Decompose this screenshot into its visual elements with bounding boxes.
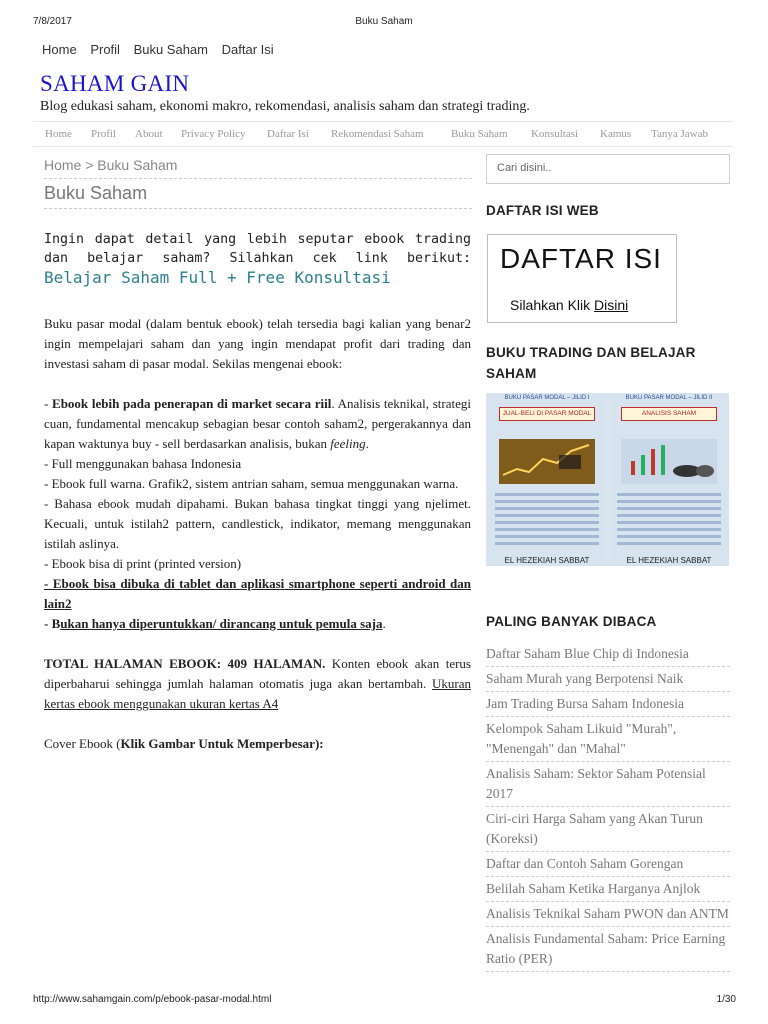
total-pages: TOTAL HALAMAN EBOOK: 409 HALAMAN. Konten ebook akan terus diperbaharui sehingga jumlah halaman otomatis juga akan bertambah. Ukuran kertas ebook menggunakan ukuran kertas A4 — [44, 656, 471, 711]
main-nav — [33, 121, 733, 147]
topnav-home[interactable]: Home — [42, 42, 77, 57]
print-date: 7/8/2017 — [33, 16, 72, 27]
print-header — [0, 16, 768, 30]
topnav-buku-saham[interactable]: Buku Saham — [133, 42, 208, 57]
mainnav-konsultasi[interactable]: Konsultasi — [531, 128, 579, 140]
mainnav-tanya-jawab[interactable]: Tanya Jawab — [651, 128, 708, 140]
bullet-bahasa: - Full menggunakan bahasa Indonesia — [44, 456, 242, 471]
mainnav-kamus[interactable]: Kamus — [600, 128, 632, 140]
top-nav — [42, 42, 284, 57]
buku-widget-title: BUKU TRADING DAN BELAJAR SAHAM — [486, 345, 696, 381]
print-page-number: 1/30 — [716, 994, 736, 1005]
popular-item[interactable]: Daftar dan Contoh Saham Gorengan — [486, 852, 730, 877]
bullet-warna: - Ebook full warna. Grafik2, sistem antrian saham, semua menggunakan warna. — [44, 476, 459, 491]
site-title[interactable]: SAHAM GAIN — [40, 71, 190, 96]
print-url: http://www.sahamgain.com/p/ebook-pasar-modal.html — [33, 994, 272, 1005]
mainnav-daftar-isi[interactable]: Daftar Isi — [267, 128, 309, 140]
mainnav-rekomendasi-saham[interactable]: Rekomendasi Saham — [331, 128, 424, 140]
mainnav-privacy-policy[interactable]: Privacy Policy — [181, 128, 246, 140]
post-body — [44, 314, 471, 754]
book2-label: ANALISIS SAHAM — [621, 407, 717, 421]
breadcrumb-divider — [44, 178, 472, 179]
breadcrumb[interactable]: Home > Buku Saham — [44, 157, 178, 173]
popular-item[interactable]: Analisis Saham: Sektor Saham Potensial 2017 — [486, 762, 730, 807]
post-intro — [44, 230, 471, 289]
bullet-market: - Ebook lebih pada penerapan di market secara riil. Analisis teknikal, strategi cuan, fundamental mencakup sebagian besar contoh saham2, pergerakannya dan kapan waktunya buy - sell berdasarkan analisis, bukan feeling. — [44, 396, 471, 451]
book1-header: BUKU PASAR MODAL – JILID I — [504, 395, 590, 401]
bullet-mudah: - Bahasa ebook mudah dipahami. Bukan bahasa tingkat tinggi yang njelimet. Kecuali, untuk istilah2 pattern, candlestick, indikator, memang menggunakan istilah aslinya. — [44, 496, 471, 551]
popular-item[interactable]: Analisis Teknikal Saham PWON dan ANTM — [486, 902, 730, 927]
popular-item[interactable]: Kelompok Saham Likuid "Murah", "Menengah" dan "Mahal" — [486, 717, 730, 762]
paragraph-intro: Buku pasar modal (dalam bentuk ebook) telah tersedia bagi kalian yang benar2 ingin mempelajari saham dan yang ingin mendapat profit dari trading dan investasi saham di pasar modal. Sekilas mengenai ebook: — [44, 316, 471, 371]
book1-text-lines — [495, 493, 599, 549]
post-title: Buku Saham — [44, 183, 148, 203]
book2-text-lines — [617, 493, 721, 549]
daftar-banner-link[interactable]: Disini — [594, 297, 629, 313]
bullet-tablet: - Ebook bisa dibuka di tablet dan aplikasi smartphone seperti android dan lain2 — [44, 576, 471, 611]
popular-widget-title: PALING BANYAK DIBACA — [486, 614, 657, 629]
mainnav-about[interactable]: About — [135, 128, 163, 140]
book2-bull-bear-icon — [621, 439, 717, 484]
topnav-profil[interactable]: Profil — [90, 42, 120, 57]
popular-item[interactable]: Daftar Saham Blue Chip di Indonesia — [486, 642, 730, 667]
book1-author: EL HEZEKIAH SABBAT — [504, 556, 590, 565]
mainnav-buku-saham[interactable]: Buku Saham — [451, 128, 508, 140]
title-divider — [44, 208, 472, 209]
daftar-isi-banner[interactable] — [487, 234, 677, 323]
daftar-isi-widget-title: DAFTAR ISI WEB — [486, 203, 599, 218]
book-cover-1[interactable] — [487, 393, 607, 566]
intro-text: Ingin dapat detail yang lebih seputar ebook trading dan belajar saham? Silahkan cek link berikut: — [44, 232, 471, 266]
topnav-daftar-isi[interactable]: Daftar Isi — [221, 42, 274, 57]
mainnav-profil[interactable]: Profil — [91, 128, 117, 140]
popular-item[interactable]: Ciri-ciri Harga Saham yang Akan Turun (Koreksi) — [486, 807, 730, 852]
search-input[interactable]: Cari disini.. — [486, 154, 730, 184]
popular-item[interactable]: Jam Trading Bursa Saham Indonesia — [486, 692, 730, 717]
book1-chart-icon — [499, 439, 595, 484]
book2-header: BUKU PASAR MODAL – JILID II — [625, 395, 713, 401]
print-footer — [0, 994, 768, 1008]
intro-link[interactable]: Belajar Saham Full + Free Konsultasi — [44, 268, 391, 287]
book2-author: EL HEZEKIAH SABBAT — [626, 556, 712, 565]
bullet-pemula: - Bukan hanya diperuntukkan/ dirancang untuk pemula saja. — [44, 616, 386, 631]
daftar-banner-text: Silahkan Klik Disini — [510, 297, 629, 313]
book-cover-2[interactable] — [609, 393, 729, 566]
book-covers-image[interactable] — [486, 393, 729, 566]
bullet-print: - Ebook bisa di print (printed version) — [44, 556, 242, 571]
book1-label: JUAL-BELI DI PASAR MODAL — [499, 407, 595, 421]
cover-caption: Cover Ebook (Klik Gambar Untuk Memperbesar): — [44, 736, 324, 751]
mainnav-home[interactable]: Home — [45, 128, 72, 140]
popular-item[interactable]: Analisis Fundamental Saham: Price Earning Ratio (PER) — [486, 927, 730, 972]
popular-list — [486, 642, 730, 972]
popular-item[interactable]: Belilah Saham Ketika Harganya Anjlok — [486, 877, 730, 902]
site-description: Blog edukasi saham, ekonomi makro, rekomendasi, analisis saham dan strategi trading. — [40, 99, 530, 114]
print-title: Buku Saham — [355, 16, 413, 27]
popular-item[interactable]: Saham Murah yang Berpotensi Naik — [486, 667, 730, 692]
daftar-banner-heading: DAFTAR ISI — [500, 243, 662, 274]
